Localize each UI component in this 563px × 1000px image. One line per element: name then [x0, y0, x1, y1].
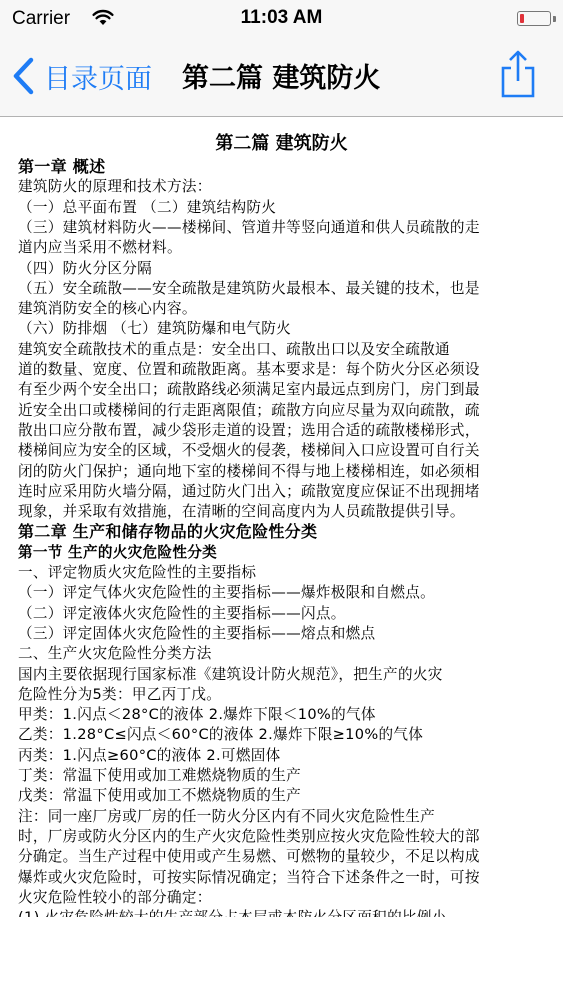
document-line: 火灾危险性较小的部分确定： — [18, 888, 212, 906]
carrier-label: Carrier — [12, 8, 71, 29]
document-line: 国内主要依据现行国家标准《建筑设计防火规范》，把生产的火灾 — [18, 665, 443, 683]
bottom-area — [0, 917, 563, 1000]
back-button-label: 目录页面 — [44, 63, 152, 95]
battery-level — [520, 14, 524, 23]
document-line: 二、生产火灾危险性分类方法 — [18, 645, 212, 663]
section-heading: 第一章 概述 — [18, 157, 106, 176]
document-line: 现象，并采取有效措施，在清晰的空间高度内为人员疏散提供引导。 — [18, 503, 465, 521]
document-line: 道的数量、宽度、位置和疏散距离。基本要求是：每个防火分区必须设 — [18, 361, 480, 378]
document-line: （一）总平面布置 （二）建筑结构防火 — [18, 198, 277, 216]
document-line: 分确定。当生产过程中使用或产生易燃、可燃物的量较少，不足以构成 — [18, 848, 480, 866]
document-line: 戊类：常温下使用或加工不燃烧物质的生产 — [18, 787, 301, 805]
document-line: 丁类：常温下使用或加工难燃烧物质的生产 — [18, 767, 301, 784]
chevron-left-icon — [10, 56, 36, 96]
document-line: 有至少两个安全出口；疏散路线必须满足室内最远点到房门，房门到最 — [18, 381, 480, 399]
page-title: 第二篇 建筑防火 — [182, 63, 381, 94]
document-line: （四）防火分区分隔 — [18, 259, 153, 277]
back-button[interactable] — [10, 54, 152, 98]
document-line: 建筑安全疏散技术的重点是：安全出口、疏散出口以及安全疏散通 — [18, 340, 450, 358]
document-line: 连时应采用防火墙分隔，通过防火门出入；疏散宽度应保证不出现拥堵 — [18, 482, 480, 500]
document-line: 建筑防火的原理和技术方法： — [18, 178, 212, 196]
battery-tip — [553, 16, 556, 22]
document-line: （三）建筑材料防火——楼梯间、管道井等竖向通道和供人员疏散的走 — [18, 218, 480, 236]
document-line: 爆炸或火灾危险时，可按实际情况确定；当符合下述条件之一时，可按 — [18, 868, 480, 886]
document-line: 近安全出口或楼梯间的行走距离限值；疏散方向应尽量为双向疏散，疏 — [18, 401, 480, 419]
navigation-bar — [0, 40, 563, 117]
document-line: 时，厂房或防火分区内的生产火灾危险性类别应按火灾危险性较大的部 — [18, 827, 480, 845]
document-line: 甲类：1.闪点＜28°C的液体 2.爆炸下限＜10%的气体 — [18, 706, 376, 724]
document-line: 道内应当采用不燃材料。 — [18, 239, 182, 257]
document-line: （六）防排烟 （七）建筑防爆和电气防火 — [18, 320, 292, 338]
clock: 11:03 AM — [240, 7, 323, 28]
document-line: 乙类：1.28°C≤闪点＜60°C的液体 2.爆炸下限≥10%的气体 — [18, 726, 424, 744]
document-line: （五）安全疏散——安全疏散是建筑防火最根本、最关键的技术，也是 — [18, 279, 480, 297]
document-line: 建筑消防安全的核心内容。 — [18, 300, 197, 318]
document-view[interactable] — [0, 117, 563, 917]
document-line: 散出口应分散布置，减少袋形走道的设置；选用合适的疏散楼梯形式， — [18, 421, 480, 439]
section-heading: 第二章 生产和储存物品的火灾危险性分类 — [18, 522, 318, 542]
document-line: 注：同一座厂房或厂房的任一防火分区内有不同火灾危险性生产 — [18, 807, 436, 825]
document-line: （二）评定液体火灾危险性的主要指标——闪点。 — [18, 604, 346, 622]
document-line: 楼梯间应为安全的区域，不受烟火的侵袭，楼梯间入口应设置可自行关 — [18, 442, 480, 460]
document-title: 第二篇 建筑防火 — [215, 133, 348, 154]
document-line: 一、评定物质火灾危险性的主要指标 — [18, 564, 257, 581]
document-line: 丙类：1.闪点≥60°C的液体 2.可燃固体 — [18, 746, 281, 764]
document-line: 闭的防火门保护；通向地下室的楼梯间不得与地上楼梯相连，如必须相 — [18, 462, 480, 480]
section-heading: 第一节 生产的火灾危险性分类 — [18, 543, 218, 561]
document-line: （三）评定固体火灾危险性的主要指标——熔点和燃点 — [18, 624, 376, 642]
share-icon[interactable] — [499, 48, 537, 100]
battery-icon — [517, 11, 551, 26]
document-line: 危险性分为5类：甲乙丙丁戊。 — [18, 685, 222, 703]
document-line: （一）评定气体火灾危险性的主要指标——爆炸极限和自燃点。 — [18, 584, 436, 602]
status-bar — [0, 0, 563, 40]
